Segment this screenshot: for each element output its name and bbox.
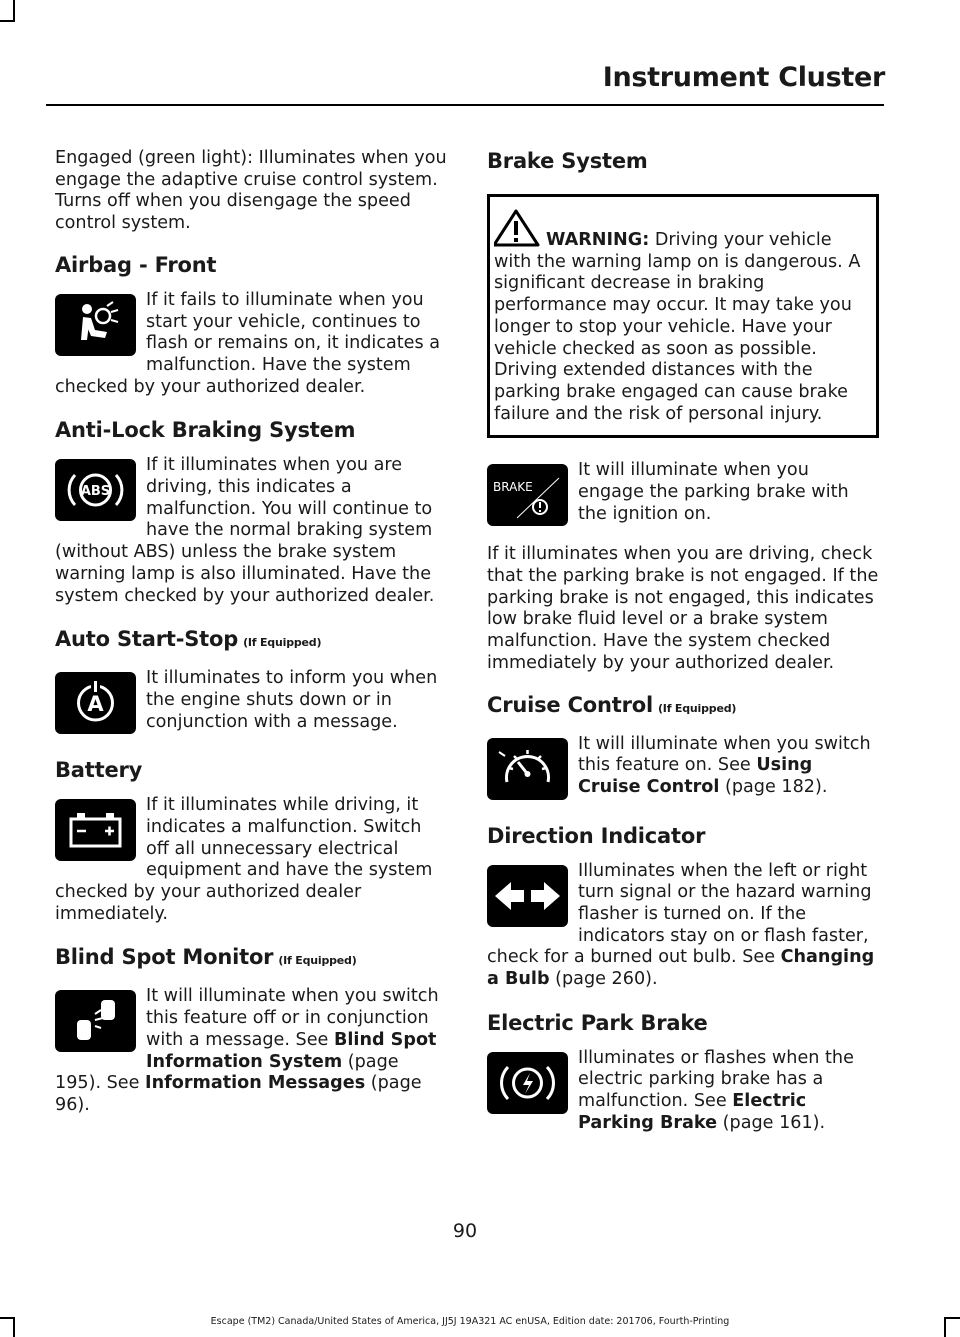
epb-text-2: (page 161).	[717, 1112, 826, 1133]
blind-spot-info-link[interactable]: Blind Spot Information System	[146, 1029, 437, 1072]
direction-text-2: (page 260).	[549, 969, 658, 990]
epb-entry	[487, 1048, 879, 1135]
battery-icon	[55, 799, 136, 861]
epb-text-1: Illuminates or flashes when the electric parking brake has a malfunction. See	[578, 1047, 854, 1112]
blind-spot-text-3: (page 96).	[55, 1073, 422, 1115]
abs-entry	[55, 455, 447, 607]
warning-body: Driving your vehicle with the warning lamp on is dangerous. A significant decrease in braking performance may occur. It may take you longer to stop your vehicle. Have your vehicle checked as soon as possible. Driving extended distances with the parking brake engaged can cause brake failure and the risk of personal injury.	[494, 230, 861, 424]
blind-spot-entry	[55, 986, 447, 1116]
information-messages-link[interactable]: Information Messages	[145, 1073, 366, 1094]
start-stop-entry	[55, 668, 447, 738]
brake-icon-label: BRAKE	[493, 480, 533, 495]
electric-park-brake-icon	[487, 1052, 568, 1114]
section-heading-battery: Battery	[55, 758, 143, 783]
page-title: Instrument Cluster	[602, 62, 885, 93]
abs-icon-label: ABS	[80, 484, 111, 500]
abs-warning-icon	[55, 459, 136, 521]
blind-spot-qualifier: (If Equipped)	[278, 954, 357, 968]
section-heading-start-stop	[55, 626, 447, 656]
start-stop-icon-label: A	[87, 692, 104, 717]
crop-mark	[944, 1317, 946, 1337]
abs-description: If it illuminates when you are driving, this indicates a malfunction. You will continue to have the normal braking system (without ABS) unless the brake system warning lamp is also illuminated. Have the system checked by your authorized dealer.	[55, 455, 435, 606]
left-column	[55, 148, 447, 1136]
section-heading-brake: Brake System	[487, 149, 648, 173]
blind-spot-icon	[55, 990, 136, 1052]
blind-spot-text-2: (page 195). See	[55, 1051, 399, 1094]
right-column	[487, 148, 879, 1154]
section-heading-abs: Anti-Lock Braking System	[55, 418, 356, 443]
section-heading-airbag: Airbag - Front	[55, 252, 217, 277]
section-heading-cruise	[487, 692, 879, 722]
warning-text	[494, 209, 874, 425]
airbag-description: If it fails to illuminate when you start your vehicle, continues to flash or remains on, it indicates a malfunction. Have the system checked by your authorized dealer.	[55, 289, 441, 397]
using-cruise-control-link[interactable]: Using Cruise Control	[578, 755, 813, 797]
brake-description: It will illuminate when you engage the parking brake with the ignition on.	[578, 460, 849, 524]
header-rule	[46, 104, 884, 106]
warning-box	[487, 194, 879, 438]
blind-spot-title: Blind Spot Monitor	[55, 945, 274, 970]
crop-mark	[13, 0, 15, 20]
crop-mark	[944, 1317, 960, 1319]
airbag-warning-icon	[55, 294, 136, 356]
page-number: 90	[452, 1220, 478, 1242]
brake-description-2: If it illuminates when you are driving, check that the parking brake is not engaged. If the parking brake is not engaged, this indicates low brake fluid level or a brake system malfunction. Have the system checked immediately by your authorized dealer.	[487, 544, 879, 673]
airbag-entry	[55, 290, 447, 399]
section-heading-direction: Direction Indicator	[487, 823, 706, 848]
section-heading-epb: Electric Park Brake	[487, 1010, 708, 1035]
battery-description: If it illuminates while driving, it indicates a malfunction. Switch off all unnecessary electrical equipment and have the system checked by your authorized dealer immediately.	[55, 795, 433, 924]
warning-label: WARNING:	[546, 230, 650, 250]
auto-start-stop-icon	[55, 672, 136, 734]
intro-paragraph: Engaged (green light): Illuminates when you engage the adaptive cruise control system. Turns off when you disengage the speed control system.	[55, 148, 447, 234]
battery-entry	[55, 795, 447, 925]
electric-parking-brake-link[interactable]: Electric Parking Brake	[578, 1091, 807, 1133]
blind-spot-text-1: It will illuminate when you switch this feature off or in conjunction with a message. See	[146, 986, 439, 1050]
direction-text-1: Illuminates when the left or right turn signal or the hazard warning flasher is turned on. If the indicators stay on or flash faster, check for a burned out bulb. See	[487, 860, 872, 968]
footer-text: Escape (TM2) Canada/United States of America, JJ5J 19A321 AC enUSA, Edition date: 201706, Fourth-Printing	[210, 1316, 730, 1327]
cruise-text-2: (page 182).	[719, 776, 828, 797]
start-stop-description: It illuminates to inform you when the engine shuts down or in conjunction with a message.	[146, 668, 438, 732]
crop-mark	[0, 20, 15, 22]
warning-triangle-icon	[494, 209, 544, 247]
cruise-text-1: It will illuminate when you switch this feature on. See	[578, 733, 871, 776]
brake-warning-icon	[487, 464, 568, 526]
changing-a-bulb-link[interactable]: Changing a Bulb	[487, 947, 875, 990]
start-stop-qualifier: (If Equipped)	[243, 636, 322, 650]
brake-entry	[487, 460, 879, 530]
direction-entry	[487, 861, 879, 991]
cruise-qualifier: (If Equipped)	[657, 701, 737, 715]
section-heading-blind-spot	[55, 944, 447, 974]
cruise-entry	[487, 734, 879, 804]
cruise-control-icon	[487, 738, 568, 800]
start-stop-title: Auto Start-Stop	[55, 627, 239, 652]
direction-arrows-icon	[487, 865, 568, 927]
cruise-title: Cruise Control	[487, 692, 653, 717]
